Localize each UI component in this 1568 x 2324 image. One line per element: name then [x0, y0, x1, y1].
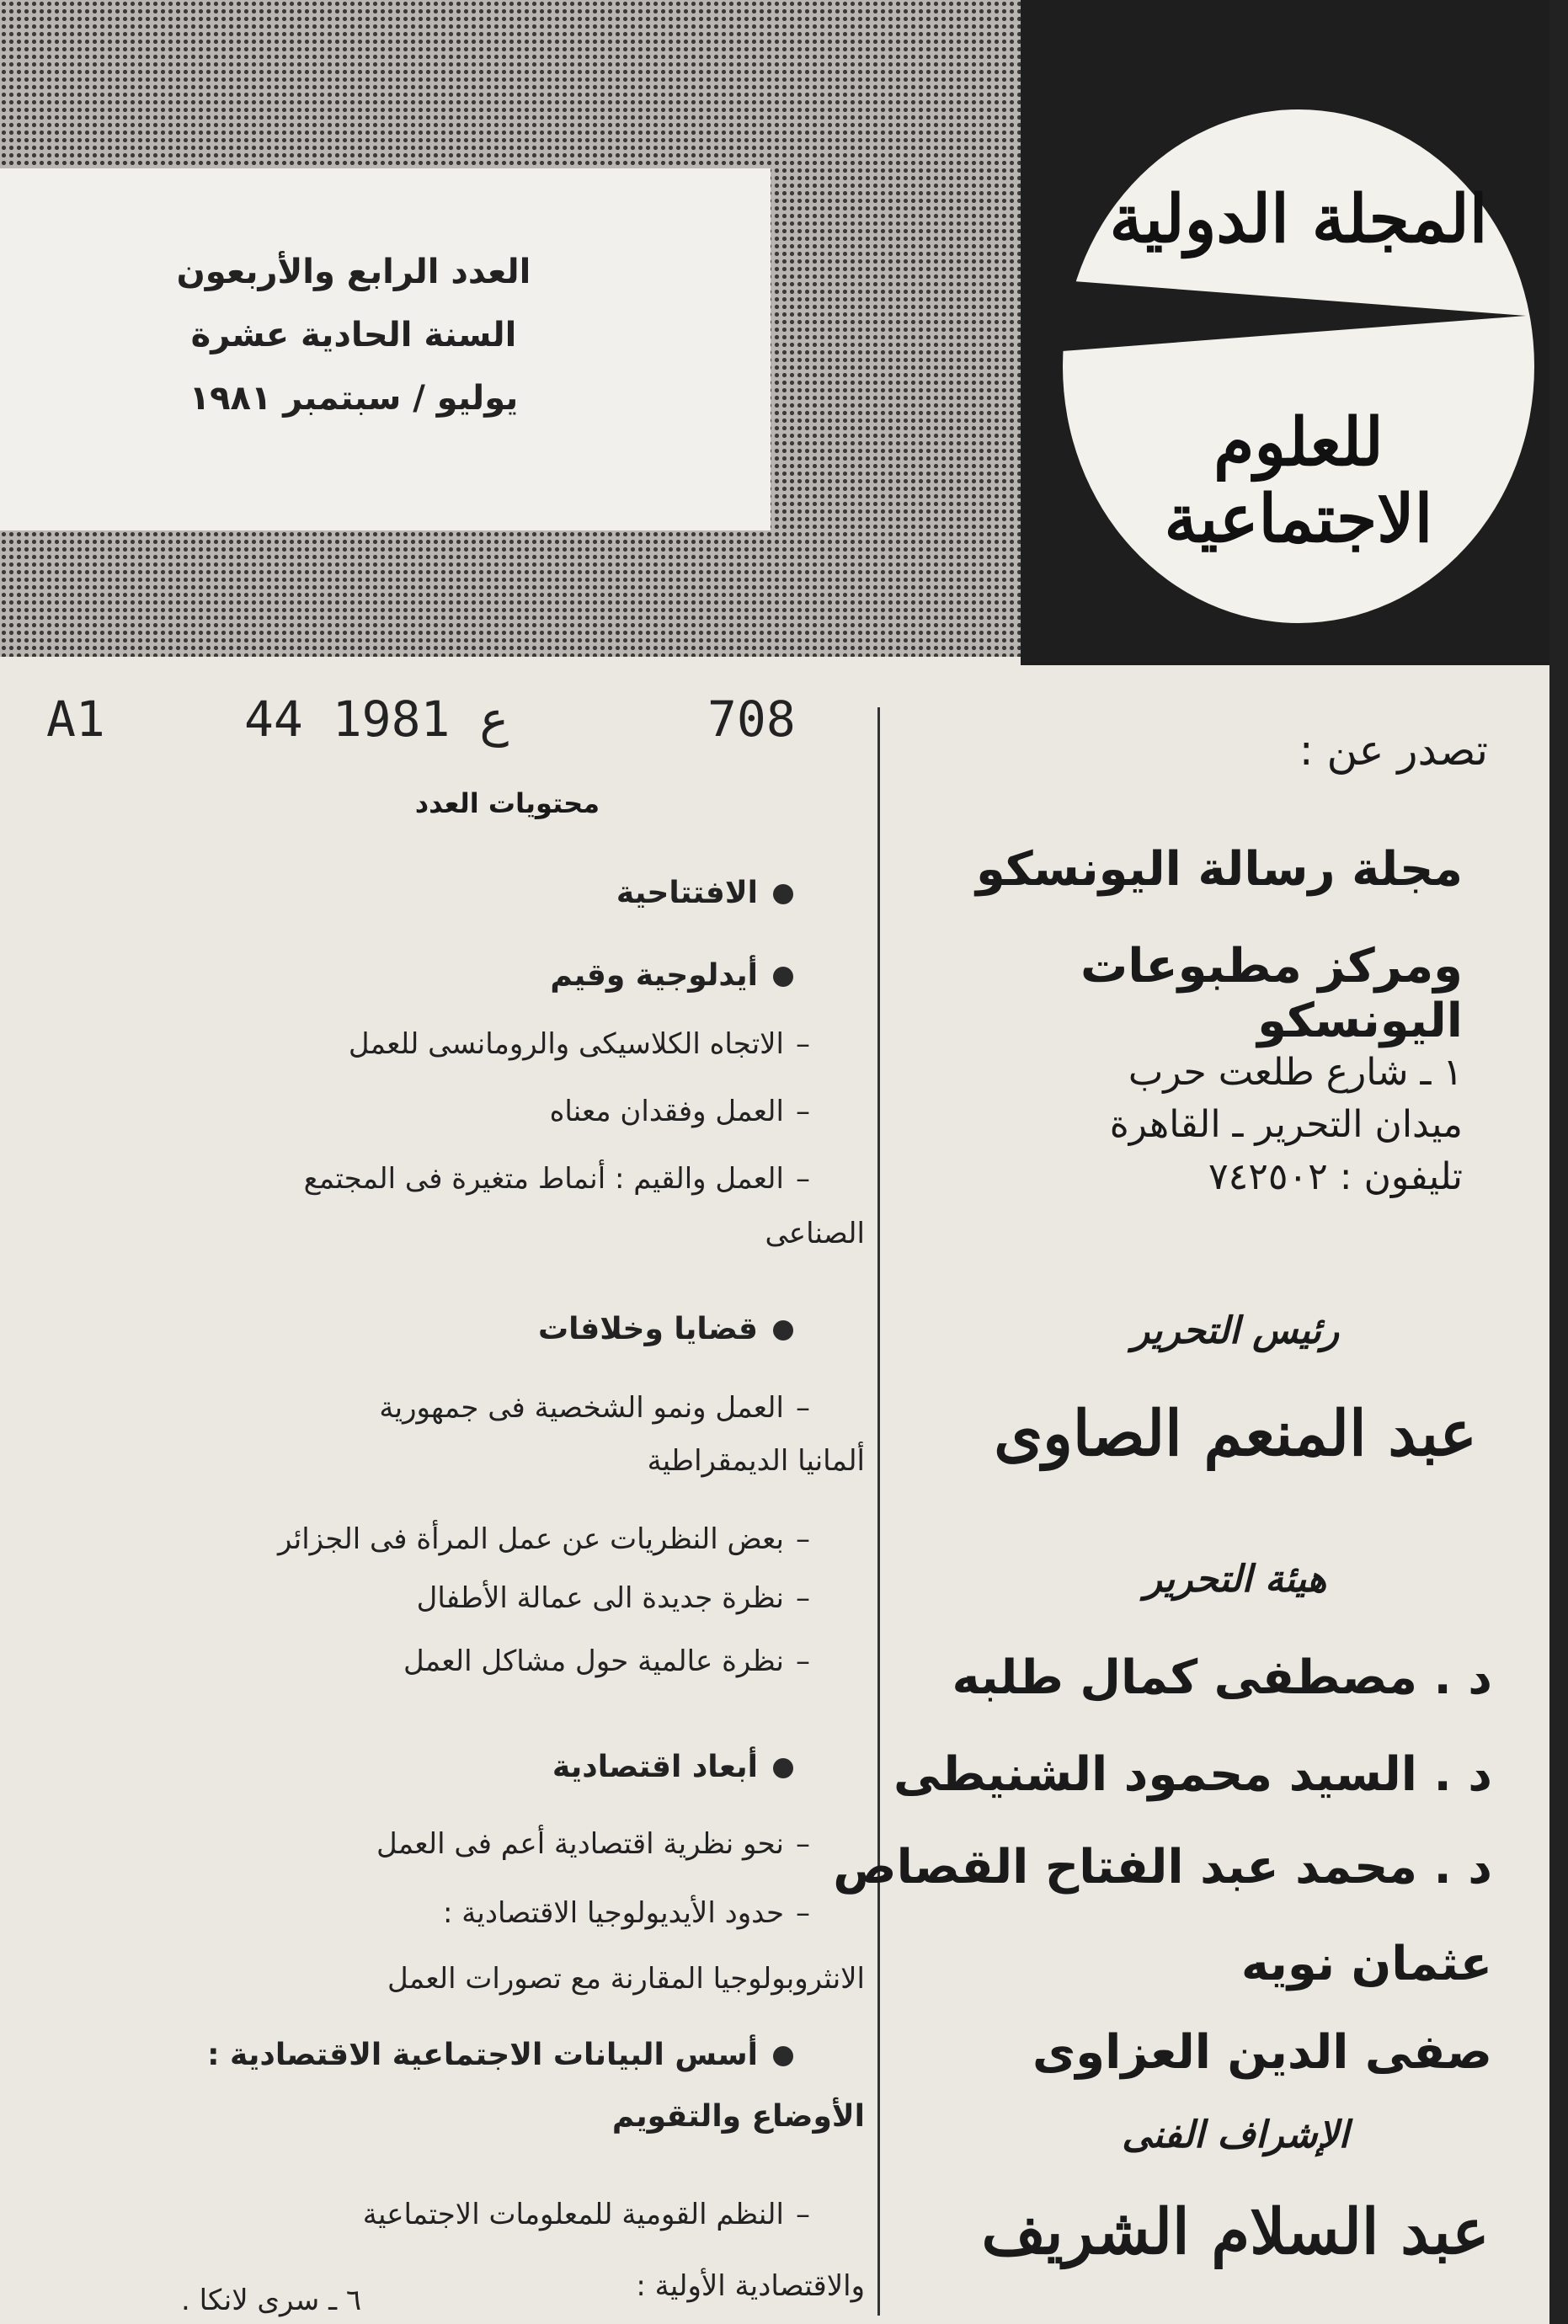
- dash-marker: –: [796, 2198, 810, 2231]
- phone-number: تليفون : ٧٤٢٥٠٢: [1208, 1155, 1463, 1198]
- publisher-org2: ومركز مطبوعات اليونسكو: [1080, 939, 1463, 1048]
- bullet-icon: [773, 884, 793, 904]
- toc-text: النظم القومية للمعلومات الاجتماعية: [362, 2198, 784, 2231]
- publisher-org1: مجلة رسالة اليونسكو: [975, 842, 1463, 897]
- call-number-b: 44 ع 1981: [244, 690, 509, 748]
- call-number-a: A1: [46, 690, 105, 748]
- toc-text: نظرة جديدة الى عمالة الأطفال: [416, 1581, 784, 1615]
- dash-marker: –: [796, 1391, 810, 1425]
- issued-by-label: تصدر عن :: [1299, 726, 1488, 775]
- toc-text: الانثروبولوجيا المقارنة مع تصورات العمل: [387, 1962, 865, 1996]
- toc-text: العمل وفقدان معناه: [549, 1095, 784, 1128]
- dash-marker: –: [796, 1162, 810, 1196]
- board-member: د . محمد عبد الفتاح القصاص: [833, 1840, 1492, 1895]
- issue-info-box: [0, 168, 771, 530]
- call-number-c: 708: [707, 690, 796, 748]
- dash-marker: –: [796, 1581, 810, 1615]
- address-line2: ميدان التحرير ـ القاهرة: [1109, 1103, 1463, 1146]
- bullet-icon: [773, 2046, 793, 2066]
- toc-text: ألمانيا الديمقراطية: [647, 1444, 865, 1478]
- toc-text: الافتتاحية: [616, 876, 758, 910]
- toc-entry: [69, 2198, 810, 2231]
- bullet-icon: [773, 1758, 793, 1778]
- toc-text: أبعاد اقتصادية: [552, 1750, 758, 1784]
- toc-text: أسس البيانات الاجتماعية الاقتصادية :: [207, 2038, 758, 2072]
- dash-marker: –: [796, 1896, 810, 1930]
- toc-entry: [124, 1217, 865, 1250]
- toc-entry: [69, 1162, 810, 1196]
- masthead-title-line1: المجلة الدولية: [1109, 181, 1488, 258]
- bullet-icon: [773, 967, 793, 987]
- toc-text: حدود الأيديولوجيا الاقتصادية :: [442, 1896, 784, 1930]
- dash-marker: –: [796, 1027, 810, 1061]
- dash-marker: –: [796, 1644, 810, 1678]
- editor-in-chief-label: رئيس التحرير: [1131, 1309, 1340, 1352]
- toc-text: نحو نظرية اقتصادية أعم فى العمل: [376, 1827, 784, 1861]
- issue-year: السنة الحادية عشرة: [190, 316, 517, 354]
- toc-title: محتويات العدد: [414, 787, 600, 819]
- masthead-wedge: [1029, 278, 1526, 354]
- toc-text: بعض النظريات عن عمل المرأة فى الجزائر: [277, 1522, 784, 1556]
- toc-entry: [124, 1962, 865, 1996]
- toc-entry: [69, 1644, 810, 1678]
- board-member: د . مصطفى كمال طلبه: [952, 1650, 1492, 1705]
- art-director-name: عبد السلام الشريف: [981, 2196, 1490, 2268]
- masthead: [1021, 0, 1568, 665]
- toc-entry: [124, 1444, 865, 1478]
- toc-text: أيدلوجية وقيم: [550, 958, 758, 993]
- toc-entry: [69, 1391, 810, 1425]
- dash-marker: –: [796, 1827, 810, 1861]
- toc-section: [52, 2038, 793, 2072]
- toc-text: نظرة عالمية حول مشاكل العمل: [403, 1644, 784, 1678]
- board-member: عثمان نويه: [1240, 1937, 1492, 1991]
- toc-entry: [69, 1827, 810, 1861]
- address-line1: ١ ـ شارع طلعت حرب: [1128, 1051, 1463, 1094]
- board-member: د . السيد محمود الشنيطى: [893, 1747, 1492, 1802]
- toc-section: [52, 958, 793, 993]
- toc-entry: [69, 1522, 810, 1556]
- toc-entry: [69, 1581, 810, 1615]
- toc-entry: [124, 2099, 865, 2134]
- masthead-title-line2: للعلوم الاجتماعية: [1164, 404, 1433, 557]
- toc-last-note: ٦ ـ سرى لانكا .: [181, 2284, 362, 2317]
- board-member: صفى الدين العزاوى: [1032, 2025, 1492, 2080]
- art-director-label: الإشراف الفنى: [1122, 2113, 1349, 2156]
- toc-entry: [69, 1095, 810, 1128]
- dash-marker: –: [796, 1095, 810, 1128]
- toc-text: والاقتصادية الأولية :: [636, 2269, 865, 2303]
- toc-text: قضايا وخلافات: [537, 1312, 758, 1346]
- issue-date: يوليو / سبتمبر ١٩٨١: [189, 379, 519, 418]
- editorial-board-label: هيئة التحرير: [1144, 1558, 1327, 1601]
- toc-section: [52, 1312, 793, 1346]
- toc-text: العمل ونمو الشخصية فى جمهورية: [379, 1391, 784, 1425]
- editor-in-chief-name: عبد المنعم الصاوى: [994, 1398, 1477, 1470]
- issue-number: العدد الرابع والأربعون: [176, 253, 531, 291]
- dash-marker: –: [796, 1522, 810, 1556]
- toc-entry: [69, 1027, 810, 1061]
- toc-text: الصناعى: [765, 1217, 865, 1250]
- toc-section: [52, 1750, 793, 1784]
- bullet-icon: [773, 1320, 793, 1341]
- toc-text: العمل والقيم : أنماط متغيرة فى المجتمع: [303, 1162, 784, 1196]
- toc-text: الاتجاه الكلاسيكى والرومانسى للعمل: [348, 1027, 784, 1061]
- toc-text: الأوضاع والتقويم: [611, 2099, 865, 2134]
- toc-entry: [69, 1896, 810, 1930]
- toc-section: [52, 876, 793, 910]
